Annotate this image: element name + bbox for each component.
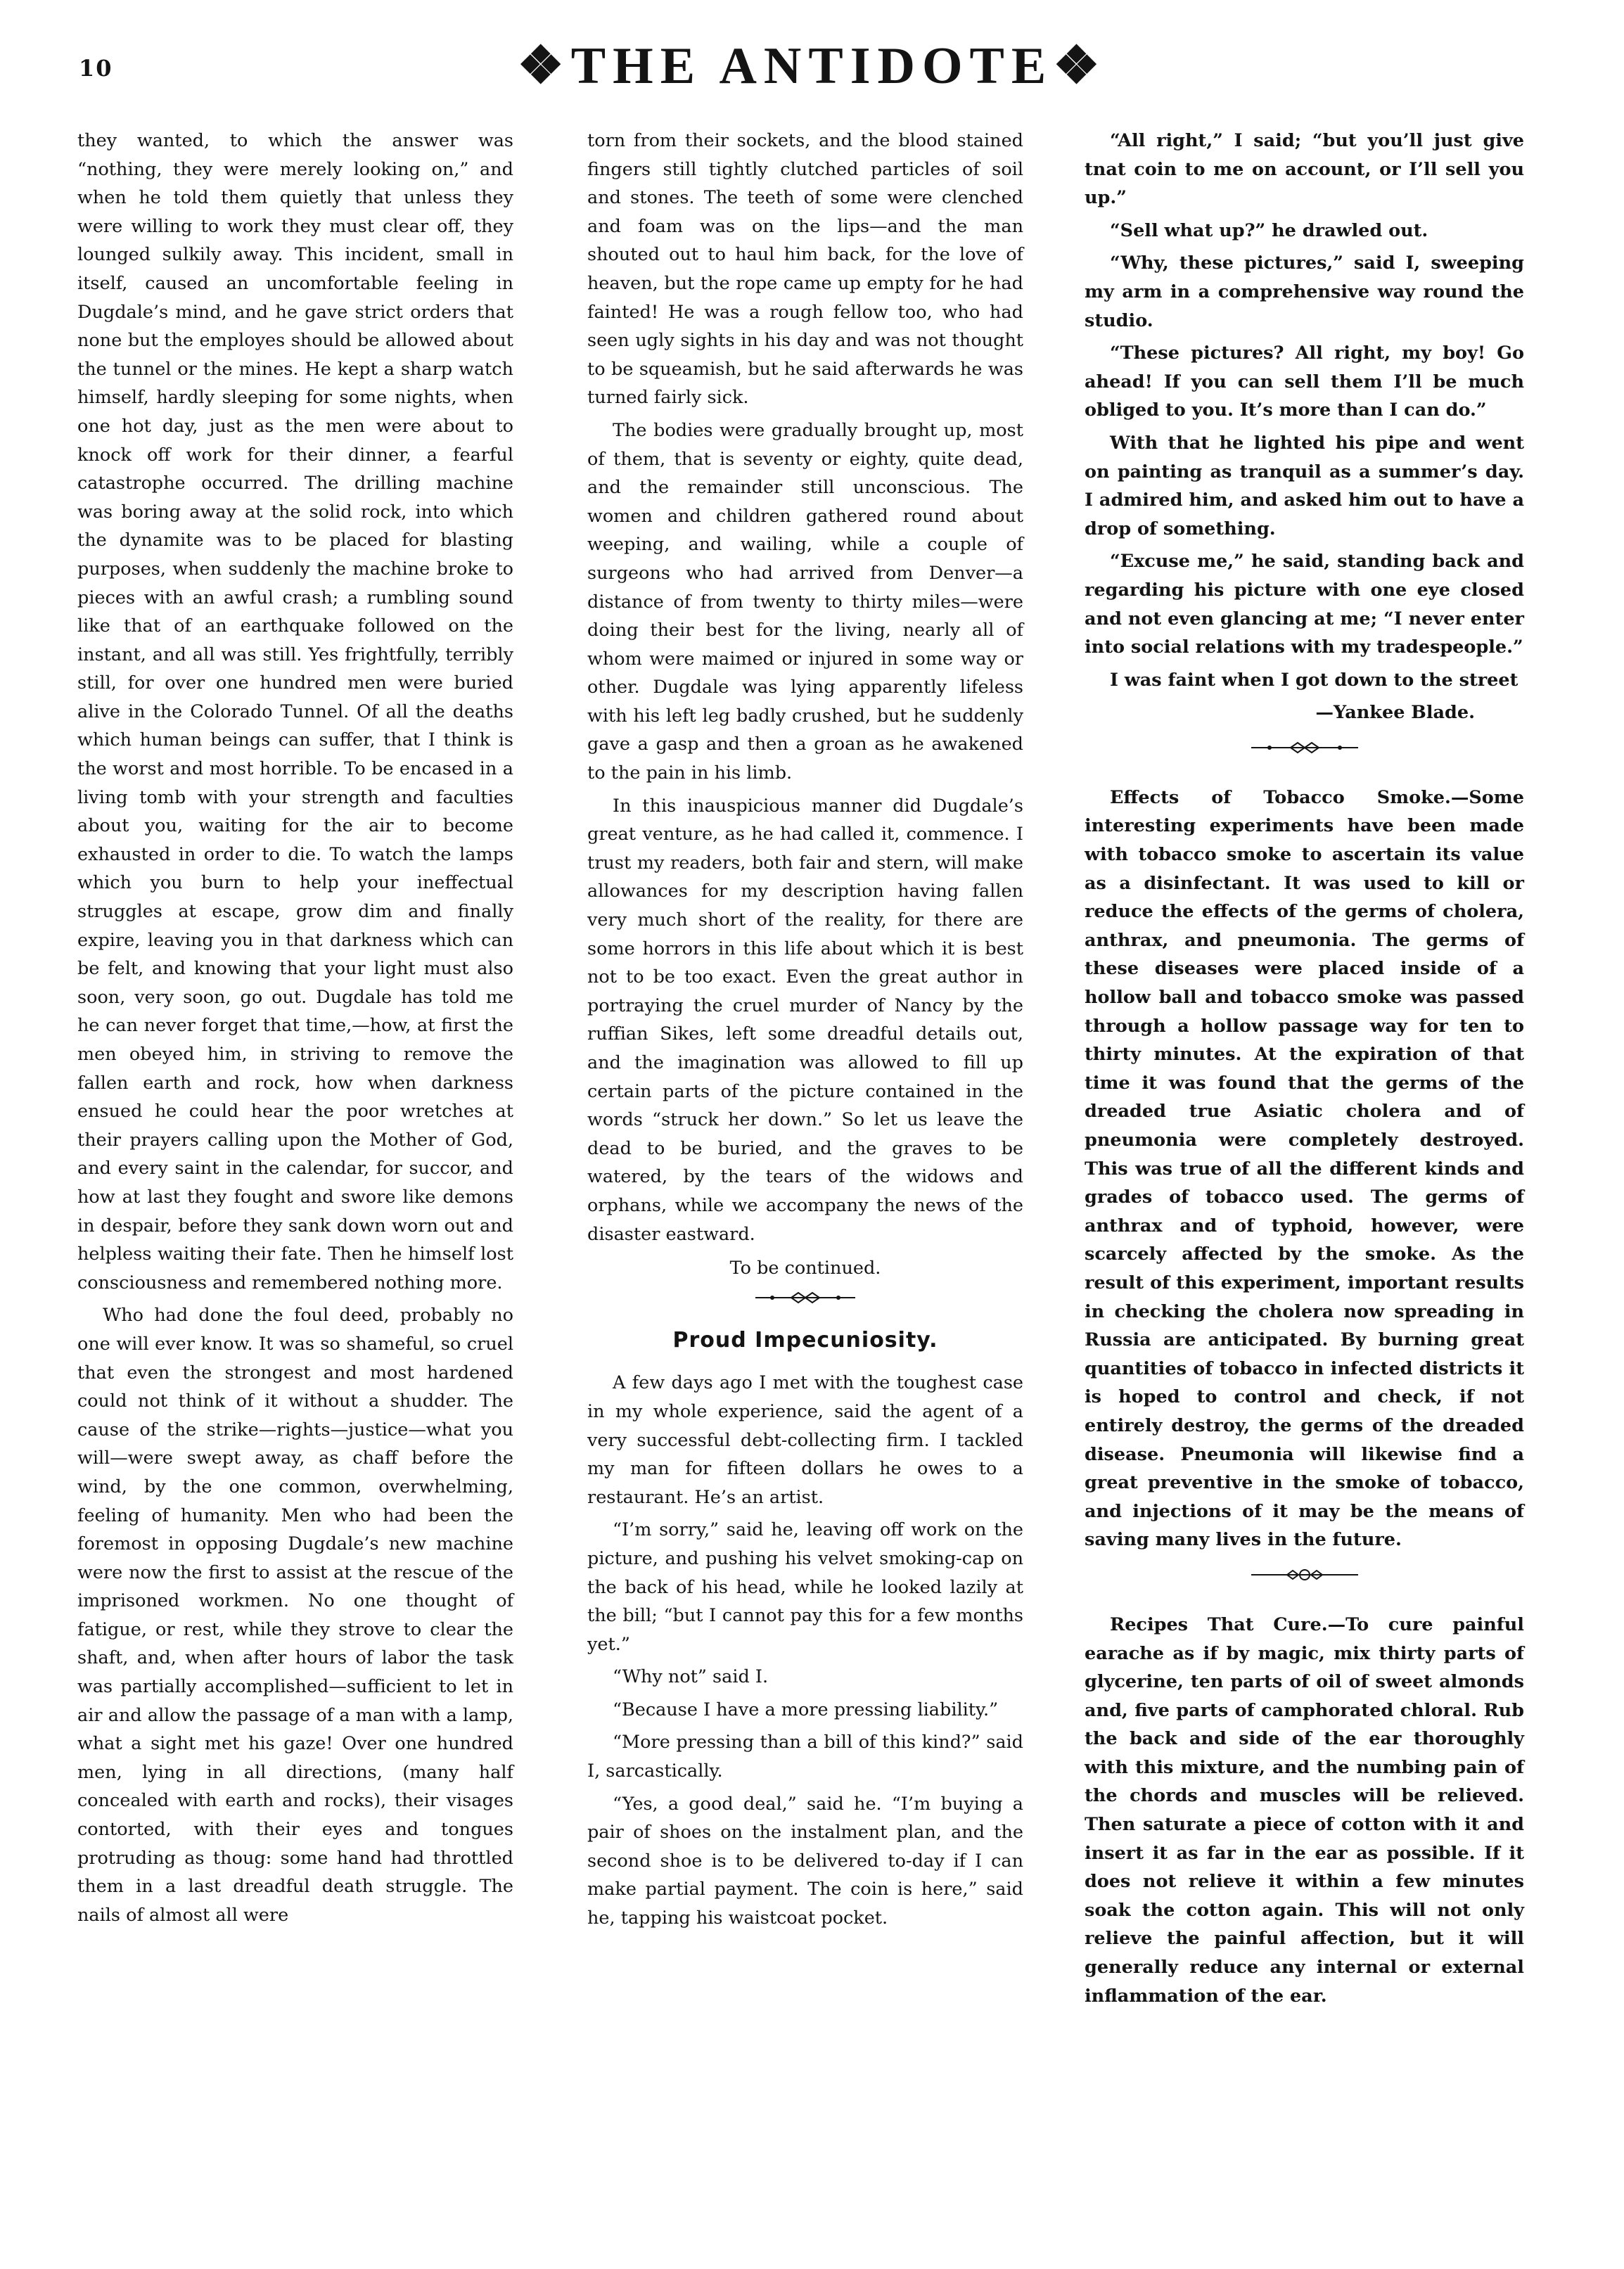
article-paragraph: In this inauspicious manner did Dugdale’s great venture, as he had called it, commence. I trust my readers, both fair and stern, will make allowances for my description having fallen very much short of the reality, for there are some horrors in this life about which it is best not to be too exact. Even the great author in portraying the cruel murder of Nancy by the ruffian Sikes, left some dreadful details out, and the imagination was allowed to fill up certain parts of the picture contained in the words “struck her down.” So let us leave the dead to be buried, and the graves to be watered, by the tears of the widows and orphans, while we accompany the news of the disaster eastward.	[587, 795, 1023, 1245]
article-paragraph: “Why, these pictures,” said I, sweeping my arm in a comprehensive way round the studio.	[1085, 253, 1524, 331]
page-number: 10	[79, 55, 113, 82]
story-continuation	[1085, 127, 1524, 694]
article-paragraph: Effects of Tobacco Smoke.—Some interesting experiments have been made with tobacco smoke to ascertain its value as a disinfectant. It was used to kill or reduce the effects of the germs of cholera, anthrax, and pneumonia. The germs of these diseases were placed inside of a hollow ball and tobacco smoke was passed through a hollow passage way for ten to thirty minutes. At the expiration of that time it was found that the germs of the dreaded true Asiatic cholera and of pneumonia were completely destroyed. This was true of all the different kinds and grades of tobacco used. The germs of anthrax and of typhoid, however, were scarcely affected by the smoke. As the result of this experiment, important results in checking the cholera now spreading in Russia are anticipated. By burning great quantities of tobacco in infected districts it is hoped to control and check, if not entirely destroy, the germs of the dreaded disease. Pneumonia will likewise find a great preventive in the smoke of tobacco, and injections of it may be the means of saving many lives in the future.	[1085, 786, 1524, 1551]
masthead-title: ❖THE ANTIDOTE❖	[517, 37, 1107, 95]
article-source: —Yankee Blade.	[1315, 702, 1475, 724]
section-divider-ornament	[1248, 740, 1361, 755]
article-paragraph: The bodies were gradually brought up, most of them, that is seventy or eighty, quite dead, and the remainder still unconscious. The women and children gathered round about weeping, and wailing, while a couple of surgeons who had arrived from Denver—a distance of from twenty to thirty miles—were doing their best for the living, nearly all of whom were maimed or injured in some way or other. Dugdale was lying apparently lifeless with his left leg badly crushed, but he suddenly gave a gasp and then a groan as he awakened to the pain in his limb.	[587, 419, 1023, 784]
tobacco-article	[1085, 784, 1524, 1554]
article-paragraph: “Excuse me,” he said, standing back and regarding his picture with one eye closed and not even glancing at me; “I never enter into social relations with my tradespeople.”	[1085, 551, 1524, 658]
article-paragraph: I was faint when I got down to the street	[1110, 669, 1518, 691]
article-paragraph: “All right,” I said; “but you’ll just give tnat coin to me on account, or I’ll sell you up.”	[1085, 130, 1524, 209]
article-paragraph: “I’m sorry,” said he, leaving off work on the picture, and pushing his velvet smoking-cap on the back of his head, while he looked lazily at the bill; “but I cannot pay this for a few months yet.”	[587, 1519, 1023, 1655]
article-paragraph: A few days ago I met with the toughest case in my whole experience, said the agent of a very successful debt-collecting firm. I tackled my man for fifteen dollars he owes to a restaurant. He’s an artist.	[587, 1372, 1023, 1508]
article-paragraph: “Sell what up?” he drawled out.	[1110, 219, 1428, 241]
article-paragraph: With that he lighted his pipe and went on painting as tranquil as a summer’s day. I admired him, and asked him out to have a drop of something.	[1085, 432, 1524, 539]
article-paragraph: “These pictures? All right, my boy! Go ahead! If you can sell them I’ll be much obliged to you. It’s more than I can do.”	[1085, 343, 1524, 421]
section-divider-ornament	[1248, 1567, 1361, 1583]
article-paragraph: Recipes That Cure.—To cure painful earache as if by magic, mix thirty parts of glycerine, ten parts of oil of sweet almonds and, five parts of camphorated chloral. Rub the back and side of the ear thoroughly with this mixture, and the numbing pain of the chords and muscles will be relieved. Then saturate a piece of cotton with it and insert it as far in the ear as possible. If it does not relieve it within a few minutes soak the cotton again. This will not only relieve the painful affection, but it will generally reduce any internal or external inflammation of the ear.	[1085, 1613, 1524, 2007]
article-paragraph: “Why not” said I.	[613, 1666, 769, 1688]
article-paragraph: torn from their sockets, and the blood stained fingers still tightly clutched particles of soil and stones. The teeth of some were clenched and foam was on the lips—and the man shouted out to haul him back, for the love of heaven, but the rope came up empty for he had fainted! He was a rough fellow too, who had seen ugly sights in his day and was not thought to be squeamish, but he said afterwards he was turned fairly sick.	[587, 130, 1023, 409]
article-paragraph: “Yes, a good deal,” said he. “I’m buying a pair of shoes on the instalment plan, and the second shoe is to be delivered to-day if I can make partial payment. The coin is here,” said he, tapping his waistcoat pocket.	[587, 1793, 1023, 1929]
article-title: Proud Impecuniosity.	[672, 1327, 938, 1353]
recipes-article	[1085, 1611, 1524, 2010]
article-paragraph: “Because I have a more pressing liability.”	[613, 1699, 999, 1720]
article-paragraph: Who had done the foul deed, probably no one will ever know. It was so shameful, so cruel that even the strongest and most hardened could not think of it without a shudder. The cause of the strike—rights—justice—what you will—were swept away, as chaff before the wind, by the one common, overwhelming, feeling of humanity. Men who had been the foremost in opposing Dugdale’s new machine were now the first to assist at the rescue of the imprisoned workmen. No one thought of fatigue, or rest, while they strove to clear the shaft, and, when after hours of labor the task was partially accomplished—sufficient to let in air and allow the passage of a man with a lamp, what a sight met his gaze! Over one hundred men, lying in all directions, (many half concealed with earth and rocks), their visages contorted, with their eyes and tongues protruding as thoug: some hand had throttled them in a last dreadful death struggle. The nails of almost all were	[77, 1305, 513, 1926]
to-be-continued: To be continued.	[729, 1258, 881, 1279]
column-3	[1085, 127, 1524, 2014]
section-divider-ornament	[753, 1290, 858, 1305]
article-paragraph: “More pressing than a bill of this kind?” said I, sarcastically.	[587, 1732, 1023, 1782]
article-paragraph: they wanted, to which the answer was “nothing, they were merely looking on,” and when he told them quietly that unless they were willing to work they must clear off, they lounged sulkily away. This incident, small in itself, caused an uncomfortable feeling in Dugdale’s mind, and he gave strict orders that none but the employes should be allowed about the tunnel or the mines. He kept a sharp watch himself, hardly sleeping for some nights, when one hot day, just as the men were about to knock off work for their dinner, a fearful catastrophe occurred. The drilling machine was boring away at the solid rock, into which the dynamite was to be placed for blasting purposes, when suddenly the machine broke to pieces with an awful crash; a rumbling sound like that of an earthquake followed on the instant, and all was still. Yes frightfully, terribly still, for over one hundred men were buried alive in the Colorado Tunnel. Of all the deaths which human beings can suffer, that I think is the worst and most horrible. To be encased in a living tomb with your strength and faculties about you, waiting for the air to become exhausted in order to die. To watch the lamps which you burn to help your ineffectual struggles at escape, grow dim and finally expire, leaving you in that darkness which can be felt, and knowing that your light must also soon, very soon, go out. Dugdale has told me he can never forget that time,—how, at first the men obeyed him, in striving to remove the fallen earth and rock, how when darkness ensued he could hear the poor wretches at their prayers calling upon the Mother of God, and every saint in the calendar, for succor, and how at last they fought and swore like demons in despair, before they sank down worn out and helpless waiting their fate. Then he himself lost consciousness and remembered nothing more.	[77, 130, 513, 1293]
column-1	[77, 127, 513, 1934]
column-2	[587, 127, 1023, 1937]
